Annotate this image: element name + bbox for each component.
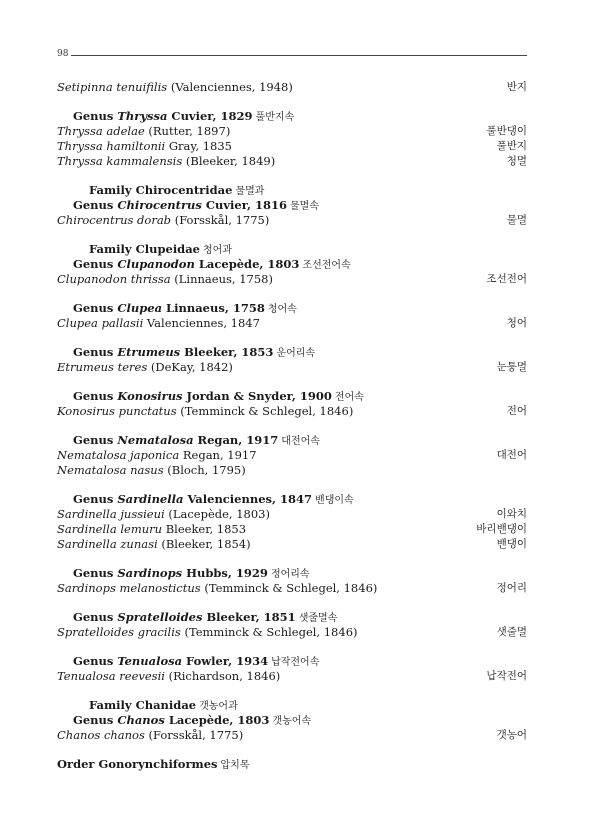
genus-korean: 전어속 <box>334 392 364 403</box>
genus-name: Etrumeus <box>117 345 181 359</box>
species-row <box>57 625 527 640</box>
species-name <box>57 124 230 139</box>
species-name <box>57 507 270 522</box>
genus-name <box>73 713 311 729</box>
authority: (Bleeker, 1849) <box>182 154 276 168</box>
species-row <box>57 360 527 375</box>
genus-name: Thryssa <box>117 109 168 123</box>
species-row <box>57 124 527 139</box>
species-row <box>57 80 527 95</box>
genus-authority: Jordan & Snyder, 1900 <box>182 389 332 403</box>
genus-korean: 조선전어속 <box>302 260 351 271</box>
genus-label: Genus <box>73 713 118 727</box>
species-row <box>57 139 527 154</box>
korean-name: 바리밴댕이 <box>476 523 527 535</box>
genus-name: Chanos <box>117 713 165 727</box>
scientific-name: Konosirus punctatus <box>57 404 177 418</box>
species-row <box>57 537 527 552</box>
genus-name <box>73 433 320 449</box>
genus-row <box>57 257 527 272</box>
order-label: Order Gonorynchiformes <box>57 757 218 771</box>
korean-name: 물멸 <box>506 214 527 226</box>
authority: (Valenciennes, 1948) <box>167 80 293 94</box>
korean-name: 대전어 <box>496 449 527 461</box>
family-korean: 갯농어과 <box>199 701 238 712</box>
genus-korean: 운어리속 <box>276 348 316 359</box>
genus-heading <box>73 654 268 668</box>
korean-name: 정어리 <box>496 582 527 594</box>
scientific-name: Chirocentrus dorab <box>57 213 172 227</box>
species-name <box>57 581 377 596</box>
genus-name <box>73 257 351 273</box>
genus-label: Genus <box>73 492 118 506</box>
genus-label: Genus <box>73 389 118 403</box>
species-name <box>57 522 246 537</box>
genus-heading <box>73 345 273 359</box>
genus-name <box>73 301 297 317</box>
genus-heading <box>73 198 287 212</box>
genus-heading <box>73 492 312 506</box>
genus-row <box>57 198 527 213</box>
order-name <box>57 757 249 773</box>
genus-row <box>57 389 527 404</box>
genus-row <box>57 566 527 581</box>
scientific-name: Sardinella zunasi <box>57 537 158 551</box>
genus-row <box>57 654 527 669</box>
genus-name: Sardinella <box>117 492 184 506</box>
authority: Regan, 1917 <box>179 448 257 462</box>
korean-name: 눈퉁멸 <box>496 361 527 373</box>
family-name <box>89 242 232 258</box>
authority: (DeKay, 1842) <box>147 360 233 374</box>
genus-name <box>73 109 294 125</box>
korean-name: 갯농어 <box>496 729 527 741</box>
genus-authority: Valenciennes, 1847 <box>183 492 313 506</box>
genus-authority: Bleeker, 1851 <box>202 610 296 624</box>
genus-heading <box>73 566 268 580</box>
scientific-name: Setipinna tenuifilis <box>57 80 168 94</box>
korean-name: 청멸 <box>506 155 527 167</box>
family-korean: 청어과 <box>203 245 232 256</box>
genus-name <box>73 198 319 214</box>
order-korean: 압치목 <box>220 760 250 771</box>
authority: (Bleeker, 1854) <box>157 537 251 551</box>
genus-korean: 물멸속 <box>289 201 319 212</box>
genus-heading <box>73 257 299 271</box>
species-row <box>57 581 527 596</box>
scientific-name: Thryssa adelae <box>57 124 145 138</box>
page-number: 98 <box>57 49 69 59</box>
scientific-name: Sardinella jussieui <box>57 507 165 521</box>
genus-authority: Hubbs, 1929 <box>182 566 268 580</box>
genus-name: Clupanodon <box>117 257 195 271</box>
genus-korean: 납작전어속 <box>271 657 320 668</box>
korean-name: 샛줄멸 <box>496 626 527 638</box>
genus-name <box>73 610 337 626</box>
scientific-name: Thryssa kammalensis <box>57 154 183 168</box>
genus-row <box>57 713 527 728</box>
species-name <box>57 80 293 95</box>
korean-name: 전어 <box>506 405 527 417</box>
species-name <box>57 360 233 375</box>
family-row <box>57 698 527 713</box>
authority: (Temminck & Schlegel, 1846) <box>200 581 378 595</box>
genus-heading <box>73 109 253 123</box>
family-name <box>89 183 264 199</box>
genus-name <box>73 654 319 670</box>
genus-name: Sardinops <box>117 566 183 580</box>
genus-label: Genus <box>73 301 118 315</box>
species-name <box>57 154 275 169</box>
scientific-name: Etrumeus teres <box>57 360 148 374</box>
korean-name: 청어 <box>506 317 527 329</box>
family-label: Family Chanidae <box>89 698 197 712</box>
species-name <box>57 669 280 684</box>
genus-row <box>57 301 527 316</box>
genus-label: Genus <box>73 654 118 668</box>
authority: Valenciennes, 1847 <box>143 316 260 330</box>
genus-authority: Cuvier, 1829 <box>167 109 253 123</box>
genus-row <box>57 610 527 625</box>
genus-label: Genus <box>73 433 118 447</box>
species-name <box>57 625 358 640</box>
genus-row <box>57 345 527 360</box>
species-name <box>57 728 243 743</box>
scientific-name: Thryssa hamiltonii <box>57 139 166 153</box>
genus-authority: Regan, 1917 <box>193 433 279 447</box>
genus-heading <box>73 433 278 447</box>
genus-korean: 샛줄멸속 <box>298 613 338 624</box>
genus-name <box>73 345 315 361</box>
genus-name <box>73 389 364 405</box>
genus-authority: Bleeker, 1853 <box>180 345 274 359</box>
genus-row <box>57 433 527 448</box>
genus-korean: 풀반지속 <box>255 112 295 123</box>
genus-name: Spratelloides <box>117 610 203 624</box>
species-row <box>57 213 527 228</box>
authority: (Richardson, 1846) <box>164 669 281 683</box>
genus-heading <box>73 610 296 624</box>
species-row <box>57 507 527 522</box>
authority: (Rutter, 1897) <box>144 124 231 138</box>
family-row <box>57 183 527 198</box>
genus-label: Genus <box>73 610 118 624</box>
authority: (Bloch, 1795) <box>163 463 246 477</box>
genus-name: Nematalosa <box>117 433 194 447</box>
genus-name <box>73 492 354 508</box>
header-rule <box>71 55 527 56</box>
genus-korean: 갯농어속 <box>272 716 312 727</box>
korean-name: 납작전어 <box>486 670 527 682</box>
authority: Bleeker, 1853 <box>162 522 247 536</box>
species-row <box>57 522 527 537</box>
korean-name: 풀반지 <box>496 140 527 152</box>
species-row <box>57 404 527 419</box>
species-row <box>57 448 527 463</box>
species-name <box>57 404 353 419</box>
genus-korean: 정어리속 <box>270 569 310 580</box>
species-name <box>57 213 269 228</box>
genus-row <box>57 492 527 507</box>
species-name <box>57 448 257 463</box>
authority: (Linnaeus, 1758) <box>170 272 273 286</box>
species-name <box>57 272 273 287</box>
family-label: Family Clupeidae <box>89 242 200 256</box>
scientific-name: Nematalosa nasus <box>57 463 164 477</box>
species-row <box>57 669 527 684</box>
species-row <box>57 154 527 169</box>
order-row <box>57 757 527 772</box>
genus-authority: Fowler, 1934 <box>182 654 269 668</box>
species-name <box>57 316 260 331</box>
family-row <box>57 242 527 257</box>
authority: Gray, 1835 <box>165 139 232 153</box>
genus-korean: 밴댕이속 <box>315 495 354 506</box>
genus-label: Genus <box>73 198 118 212</box>
genus-heading <box>73 713 269 727</box>
scientific-name: Tenualosa reevesii <box>57 669 165 683</box>
genus-authority: Linnaeus, 1758 <box>162 301 265 315</box>
korean-name: 이와치 <box>496 508 527 520</box>
korean-name: 반지 <box>506 81 527 93</box>
genus-korean: 청어속 <box>267 304 297 315</box>
scientific-name: Sardinella lemuru <box>57 522 163 536</box>
genus-heading <box>73 301 265 315</box>
genus-name <box>73 566 310 582</box>
scientific-name: Clupea pallasii <box>57 316 144 330</box>
genus-name: Chirocentrus <box>117 198 202 212</box>
genus-heading <box>73 389 332 403</box>
genus-row <box>57 109 527 124</box>
scientific-name: Clupanodon thrissa <box>57 272 171 286</box>
species-row <box>57 272 527 287</box>
species-row <box>57 728 527 743</box>
scientific-name: Chanos chanos <box>57 728 145 742</box>
genus-authority: Lacepède, 1803 <box>164 713 270 727</box>
scientific-name: Spratelloides gracilis <box>57 625 181 639</box>
korean-name: 풀반댕이 <box>486 125 527 137</box>
authority: (Forsskål, 1775) <box>144 728 244 742</box>
species-name <box>57 463 246 478</box>
genus-label: Genus <box>73 257 118 271</box>
species-name <box>57 139 232 154</box>
species-name <box>57 537 251 552</box>
genus-authority: Cuvier, 1816 <box>201 198 287 212</box>
authority: (Lacepède, 1803) <box>164 507 270 521</box>
family-name <box>89 698 238 714</box>
korean-name: 밴댕이 <box>496 538 527 550</box>
authority: (Forsskål, 1775) <box>171 213 270 227</box>
scientific-name: Sardinops melanostictus <box>57 581 201 595</box>
family-korean: 물멸과 <box>235 186 265 197</box>
genus-label: Genus <box>73 109 118 123</box>
genus-name: Clupea <box>117 301 163 315</box>
species-row <box>57 463 527 478</box>
genus-name: Konosirus <box>117 389 183 403</box>
genus-korean: 대전어속 <box>281 436 320 447</box>
genus-label: Genus <box>73 345 118 359</box>
species-row <box>57 316 527 331</box>
genus-label: Genus <box>73 566 118 580</box>
authority: (Temminck & Schlegel, 1846) <box>176 404 354 418</box>
korean-name: 조선전어 <box>486 273 527 285</box>
scientific-name: Nematalosa japonica <box>57 448 180 462</box>
family-label: Family Chirocentridae <box>89 183 233 197</box>
authority: (Temminck & Schlegel, 1846) <box>180 625 358 639</box>
genus-authority: Lacepède, 1803 <box>194 257 300 271</box>
genus-name: Tenualosa <box>117 654 183 668</box>
